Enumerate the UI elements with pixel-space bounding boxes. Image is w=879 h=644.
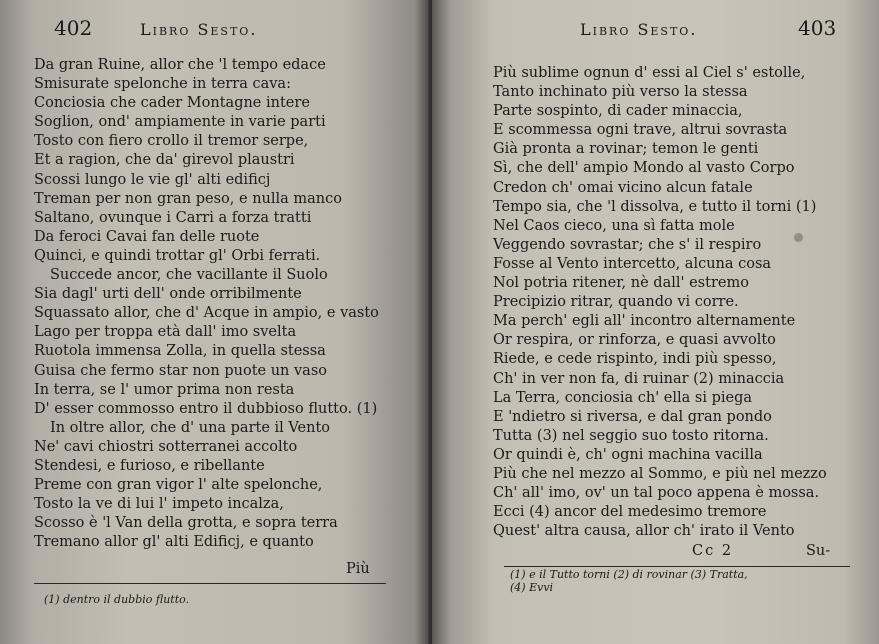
footnote-line: (1) e il Tutto torni (2) di rovinar (3) Tratta, — [510, 568, 748, 581]
verse-line: Nol potria ritener, nè dall' estremo — [493, 275, 749, 292]
footnote-rule — [34, 583, 386, 584]
verse-line: Quest' altra causa, allor ch' irato il Vento — [493, 523, 795, 540]
verse-line: Tosto con fiero crollo il tremor serpe, — [34, 133, 309, 150]
verse-line: Tanto inchinato più verso la stessa — [493, 84, 748, 101]
verse-line: Parte sospinto, di cader minaccia, — [493, 103, 743, 120]
verse-line: Conciosia che cader Montagne intere — [34, 95, 310, 112]
verse-line: Riede, e cede rispinto, indi più spesso, — [493, 351, 777, 368]
verse-line: Tutta (3) nel seggio suo tosto ritorna. — [493, 427, 769, 444]
verse-line: Et a ragion, che da' girevol plaustri — [34, 152, 295, 169]
verse-line: Ch' in ver non fa, di ruinar (2) minaccia — [493, 370, 785, 387]
verse-line: Smisurate spelonche in terra cava: — [34, 76, 291, 93]
footnote-line: (4) Evvi — [510, 581, 554, 594]
verse-line: Squassato allor, che d' Acque in ampio, e vasto — [34, 305, 379, 322]
verse-line: Stendesi, e furioso, e ribellante — [34, 457, 265, 474]
verse-line: Già pronta a rovinar; temon le genti — [493, 141, 759, 158]
verse-line: Sia dagl' urti dell' onde orribilmente — [34, 286, 302, 303]
verse-block — [493, 64, 827, 541]
catchword: Su- — [806, 543, 831, 559]
footnote-rule — [504, 566, 850, 567]
verse-line: Fosse al Vento intercetto, alcuna cosa — [493, 255, 772, 272]
verse-line: Treman per non gran peso, e nulla manco — [34, 190, 342, 207]
verse-line: Nel Caos cieco, una sì fatta mole — [493, 217, 735, 234]
verse-line: D' esser commosso entro il dubbioso flutto. (1) — [34, 400, 378, 417]
verse-line: Soglion, ond' ampiamente in varie parti — [34, 114, 326, 131]
verse-line: Ruotola immensa Zolla, in quella stessa — [34, 343, 326, 360]
footnote: (1) dentro il dubbio flutto. — [44, 593, 190, 606]
right-page — [432, 0, 879, 644]
verse-line: Preme con gran vigor l' alte spelonche, — [34, 477, 323, 494]
verse-line: Ch' all' imo, ov' un tal poco appena è mossa. — [493, 485, 820, 502]
ink-stain — [794, 233, 803, 242]
verse-line: Lago per troppa età dall' imo svelta — [34, 324, 297, 341]
verse-line: Scosso è 'l Van della grotta, e sopra terra — [34, 515, 338, 532]
verse-line: Guisa che fermo star non puote un vaso — [34, 362, 328, 379]
verse-line: La Terra, conciosia ch' ella si piega — [493, 389, 753, 406]
verse-line: Veggendo sovrastar; che s' il respiro — [493, 236, 762, 253]
page-number: 403 — [798, 16, 837, 40]
verse-line: Più che nel mezzo al Sommo, e più nel mezzo — [493, 465, 827, 482]
verse-line: In terra, se l' umor prima non resta — [34, 381, 295, 398]
verse-line: Credon ch' omai vicino alcun fatale — [493, 179, 753, 196]
verse-line: Or quindi è, ch' ogni machina vacilla — [493, 446, 763, 463]
left-page — [0, 0, 428, 644]
verse-line: E scommessa ogni trave, altrui sovrasta — [493, 122, 788, 139]
verse-line: Tempo sia, che 'l dissolva, e tutto il torni (1) — [493, 198, 817, 215]
verse-line: E 'ndietro si riversa, e dal gran pondo — [493, 408, 772, 425]
verse-line: Ma perch' egli all' incontro alternamente — [493, 313, 796, 330]
verse-line: Quinci, e quindi trottar gl' Orbi ferrati. — [34, 247, 321, 264]
verse-line: Sì, che dell' ampio Mondo al vasto Corpo — [493, 160, 795, 177]
page-number: 402 — [54, 16, 93, 40]
verse-line: Precipizio ritrar, quando vi corre. — [493, 294, 739, 311]
verse-line: In oltre allor, che d' una parte il Vento — [50, 419, 331, 436]
verse-line: Scossi lungo le vie gl' alti edificj — [34, 171, 271, 188]
verse-line: Tremano allor gl' alti Edificj, e quanto — [34, 534, 314, 551]
verse-block — [34, 56, 379, 552]
verse-line: Da feroci Cavai fan delle ruote — [34, 228, 260, 245]
verse-line: Or respira, or rinforza, e quasi avvolto — [493, 332, 776, 349]
verse-line: Ecci (4) ancor del medesimo tremore — [493, 504, 767, 521]
verse-line: Più sublime ognun d' essi al Ciel s' estolle, — [493, 65, 806, 81]
verse-line: Ne' cavi chiostri sotterranei accolto — [34, 438, 298, 455]
verse-line: Tosto la ve di lui l' impeto incalza, — [34, 496, 284, 513]
verse-line: Saltano, ovunque i Carri a forza tratti — [34, 209, 312, 226]
verse-line: Da gran Ruine, allor che 'l tempo edace — [34, 57, 326, 73]
verse-line: Succede ancor, che vacillante il Suolo — [50, 267, 328, 284]
catchword: Più — [346, 561, 370, 577]
running-head: Libro Sesto. — [580, 20, 698, 39]
running-head: Libro Sesto. — [140, 20, 258, 39]
signature-mark: Cc 2 — [692, 543, 734, 559]
